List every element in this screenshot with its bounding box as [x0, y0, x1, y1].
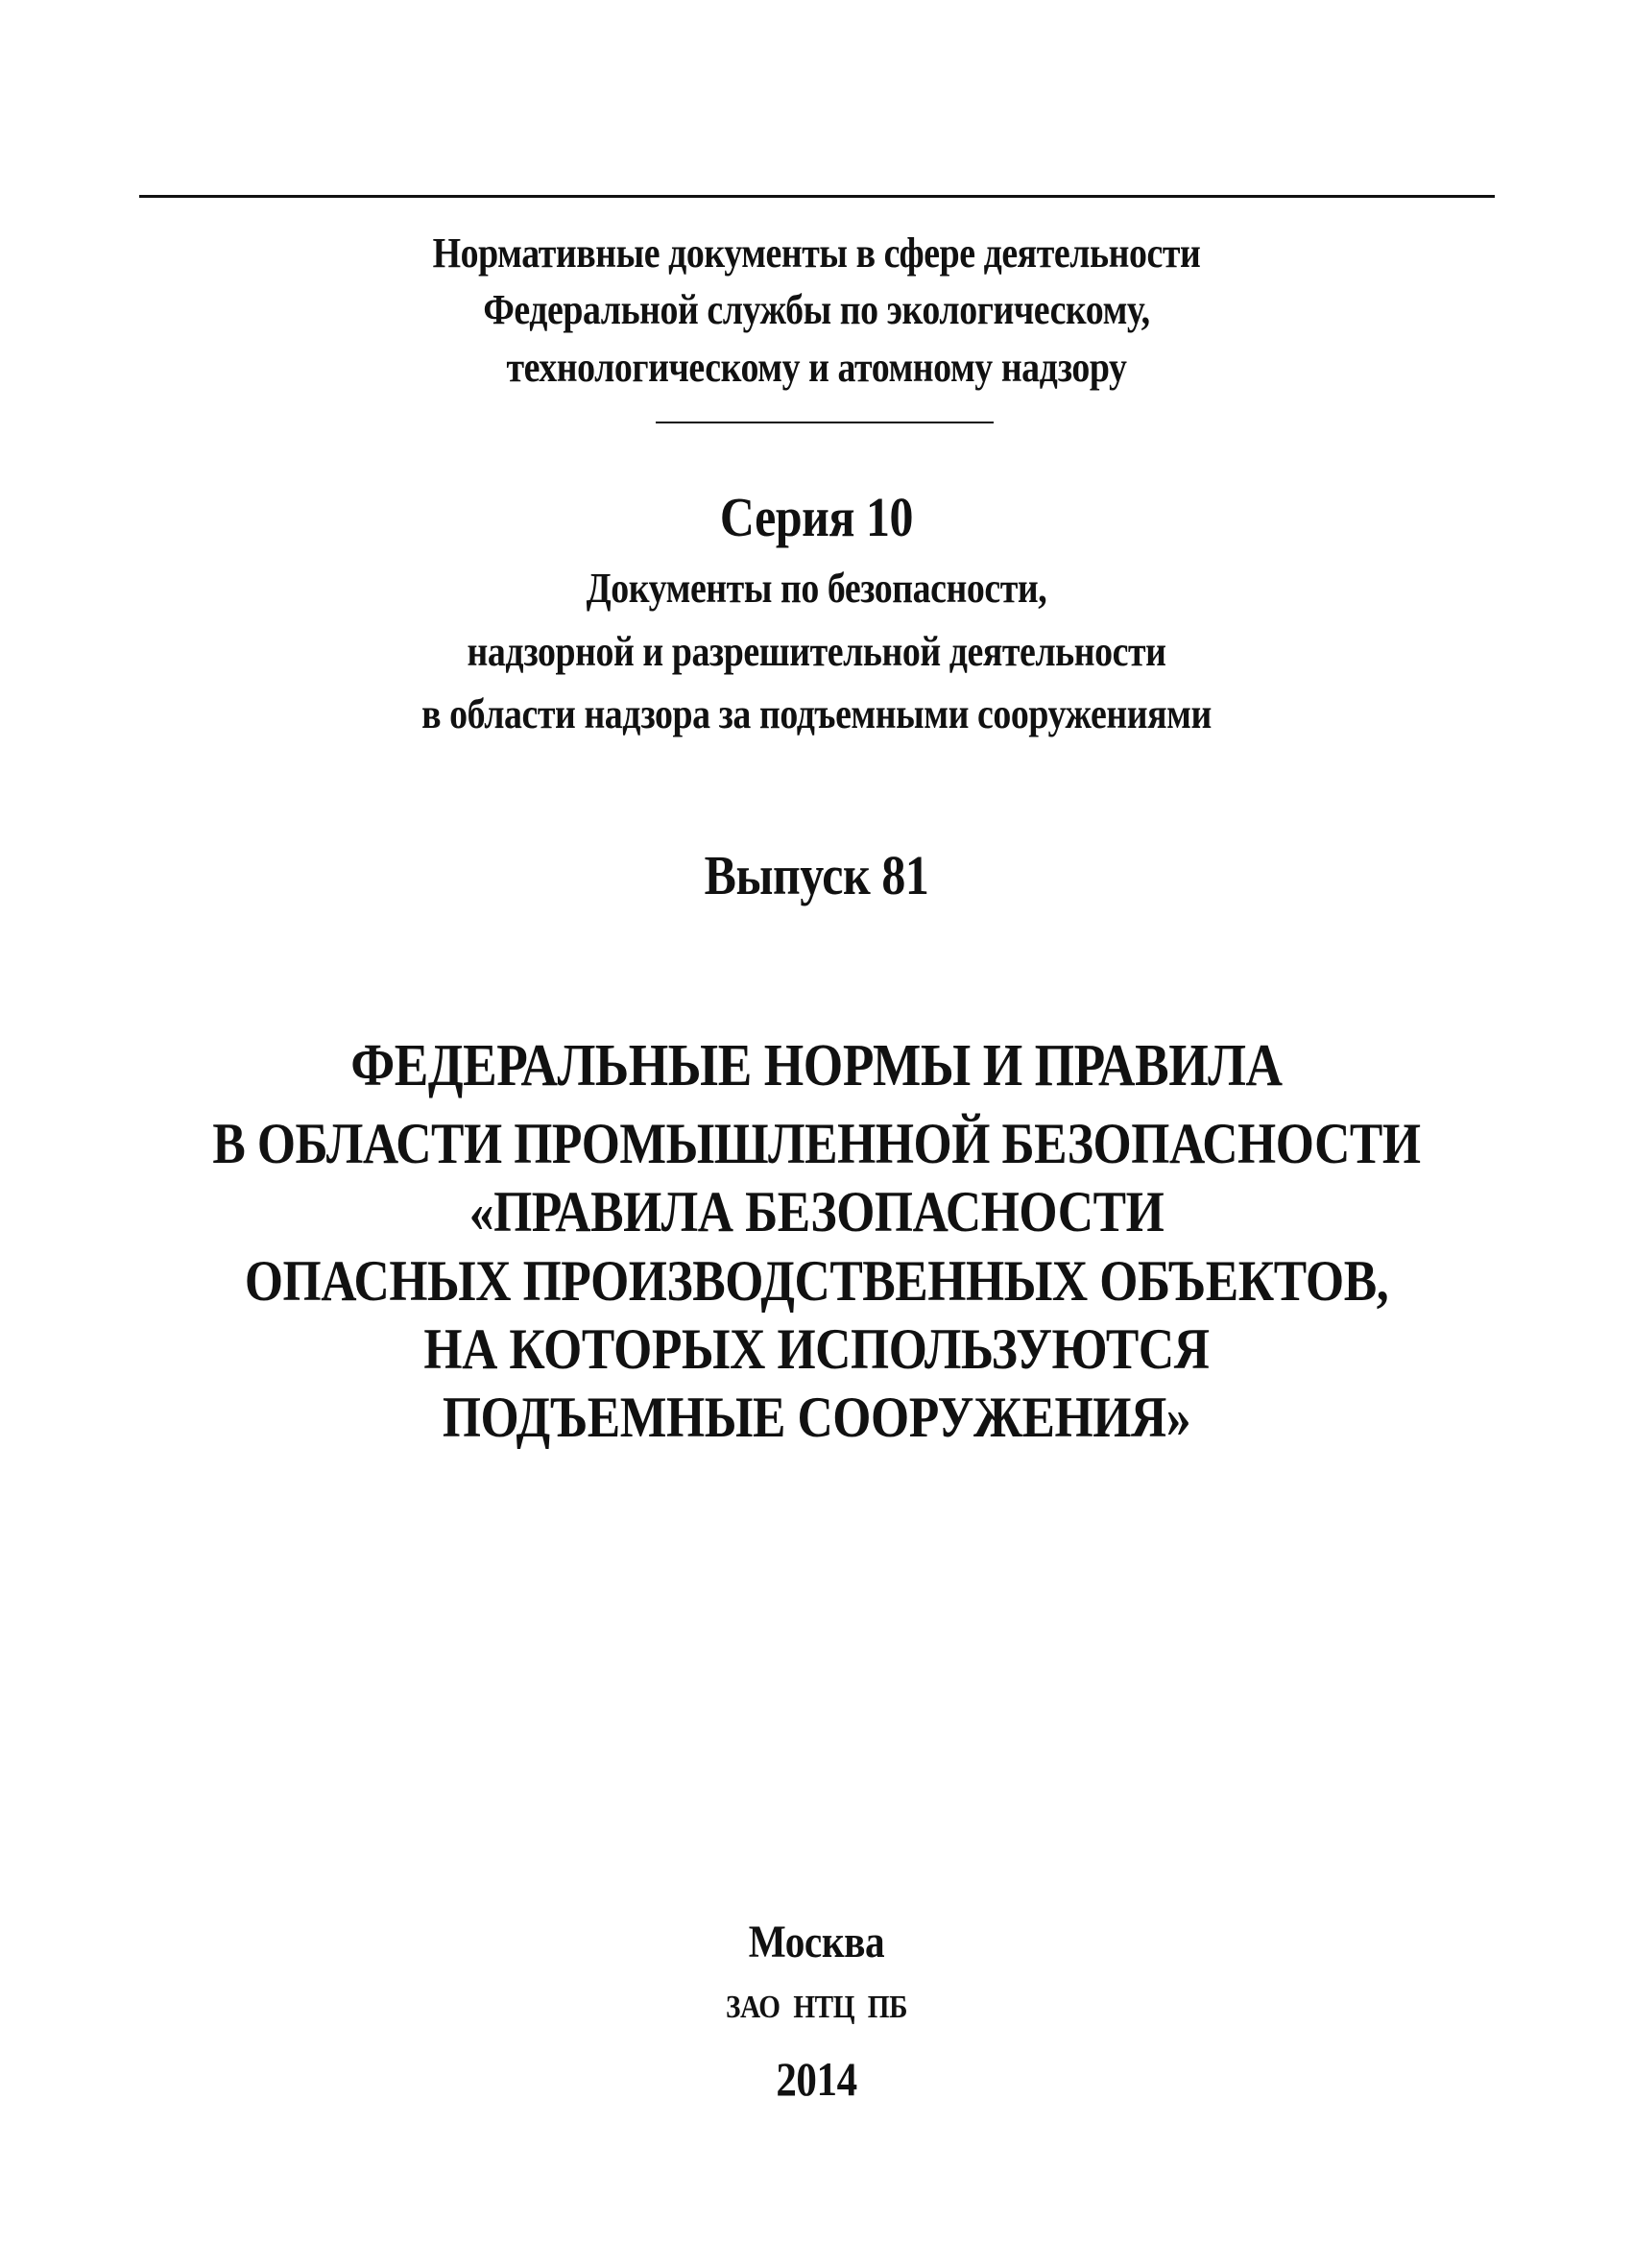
series-line-2: надзорной и разрешительной деятельности — [467, 628, 1166, 675]
imprint-city: Москва — [748, 1917, 885, 1967]
series-title: Серия 10 — [719, 486, 914, 548]
header-line-3: технологическому и атомному надзору — [506, 344, 1127, 391]
main-title-line-5: НА КОТОРЫХ ИСПОЛЬЗУЮТСЯ — [423, 1317, 1210, 1381]
issue-title: Выпуск 81 — [704, 844, 929, 906]
main-title-line-4: ОПАСНЫХ ПРОИЗВОДСТВЕННЫХ ОБЪЕКТОВ, — [244, 1249, 1389, 1313]
main-title-line-2: В ОБЛАСТИ ПРОМЫШЛЕННОЙ БЕЗОПАСНОСТИ — [212, 1112, 1421, 1175]
imprint-year: 2014 — [776, 2052, 857, 2106]
header-line-1: Нормативные документы в сфере деятельности — [432, 229, 1201, 277]
header-divider — [656, 422, 994, 423]
header-line-2: Федеральной службы по экологическому, — [483, 286, 1150, 333]
main-title-line-3: «ПРАВИЛА БЕЗОПАСНОСТИ — [468, 1180, 1165, 1243]
main-title-line-1: ФЕДЕРАЛЬНЫЕ НОРМЫ И ПРАВИЛА — [350, 1033, 1283, 1098]
main-title-line-6: ПОДЪЕМНЫЕ СООРУЖЕНИЯ» — [442, 1386, 1191, 1449]
top-divider — [139, 195, 1495, 198]
series-line-1: Документы по безопасности, — [586, 565, 1047, 612]
imprint-publisher: ЗАО НТЦ ПБ — [726, 1990, 907, 2025]
series-line-3: в области надзора за подъемными сооружениями — [421, 690, 1212, 737]
